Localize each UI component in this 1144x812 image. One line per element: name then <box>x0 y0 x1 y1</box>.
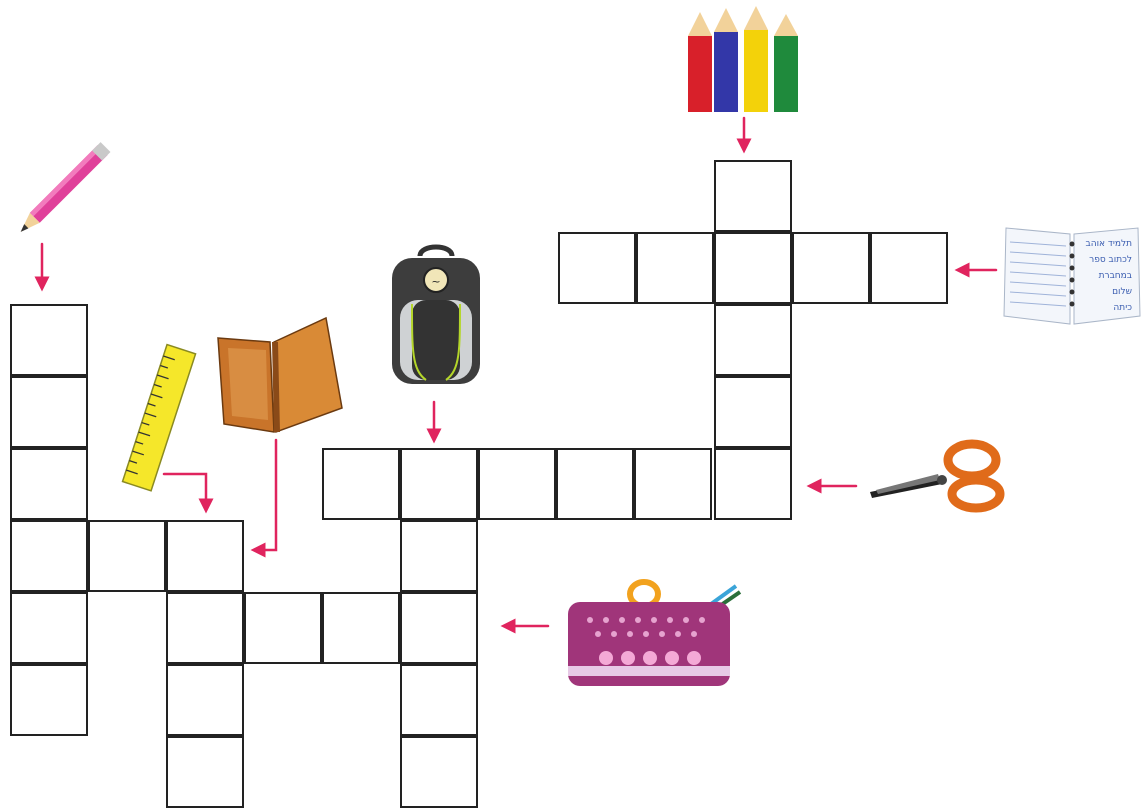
arrow-book <box>258 440 276 550</box>
notebook-line-2: לכתוב ספר <box>1089 255 1132 265</box>
notebook-line-1: תלמיד אוהב <box>1085 239 1132 249</box>
notebook-line-4: שלום <box>1112 287 1132 297</box>
notebook-line-5: כיתה <box>1113 303 1132 313</box>
notebook-line-3: במחברת <box>1098 271 1132 281</box>
arrow-ruler <box>164 474 206 506</box>
svg-text:~: ~ <box>431 275 441 288</box>
